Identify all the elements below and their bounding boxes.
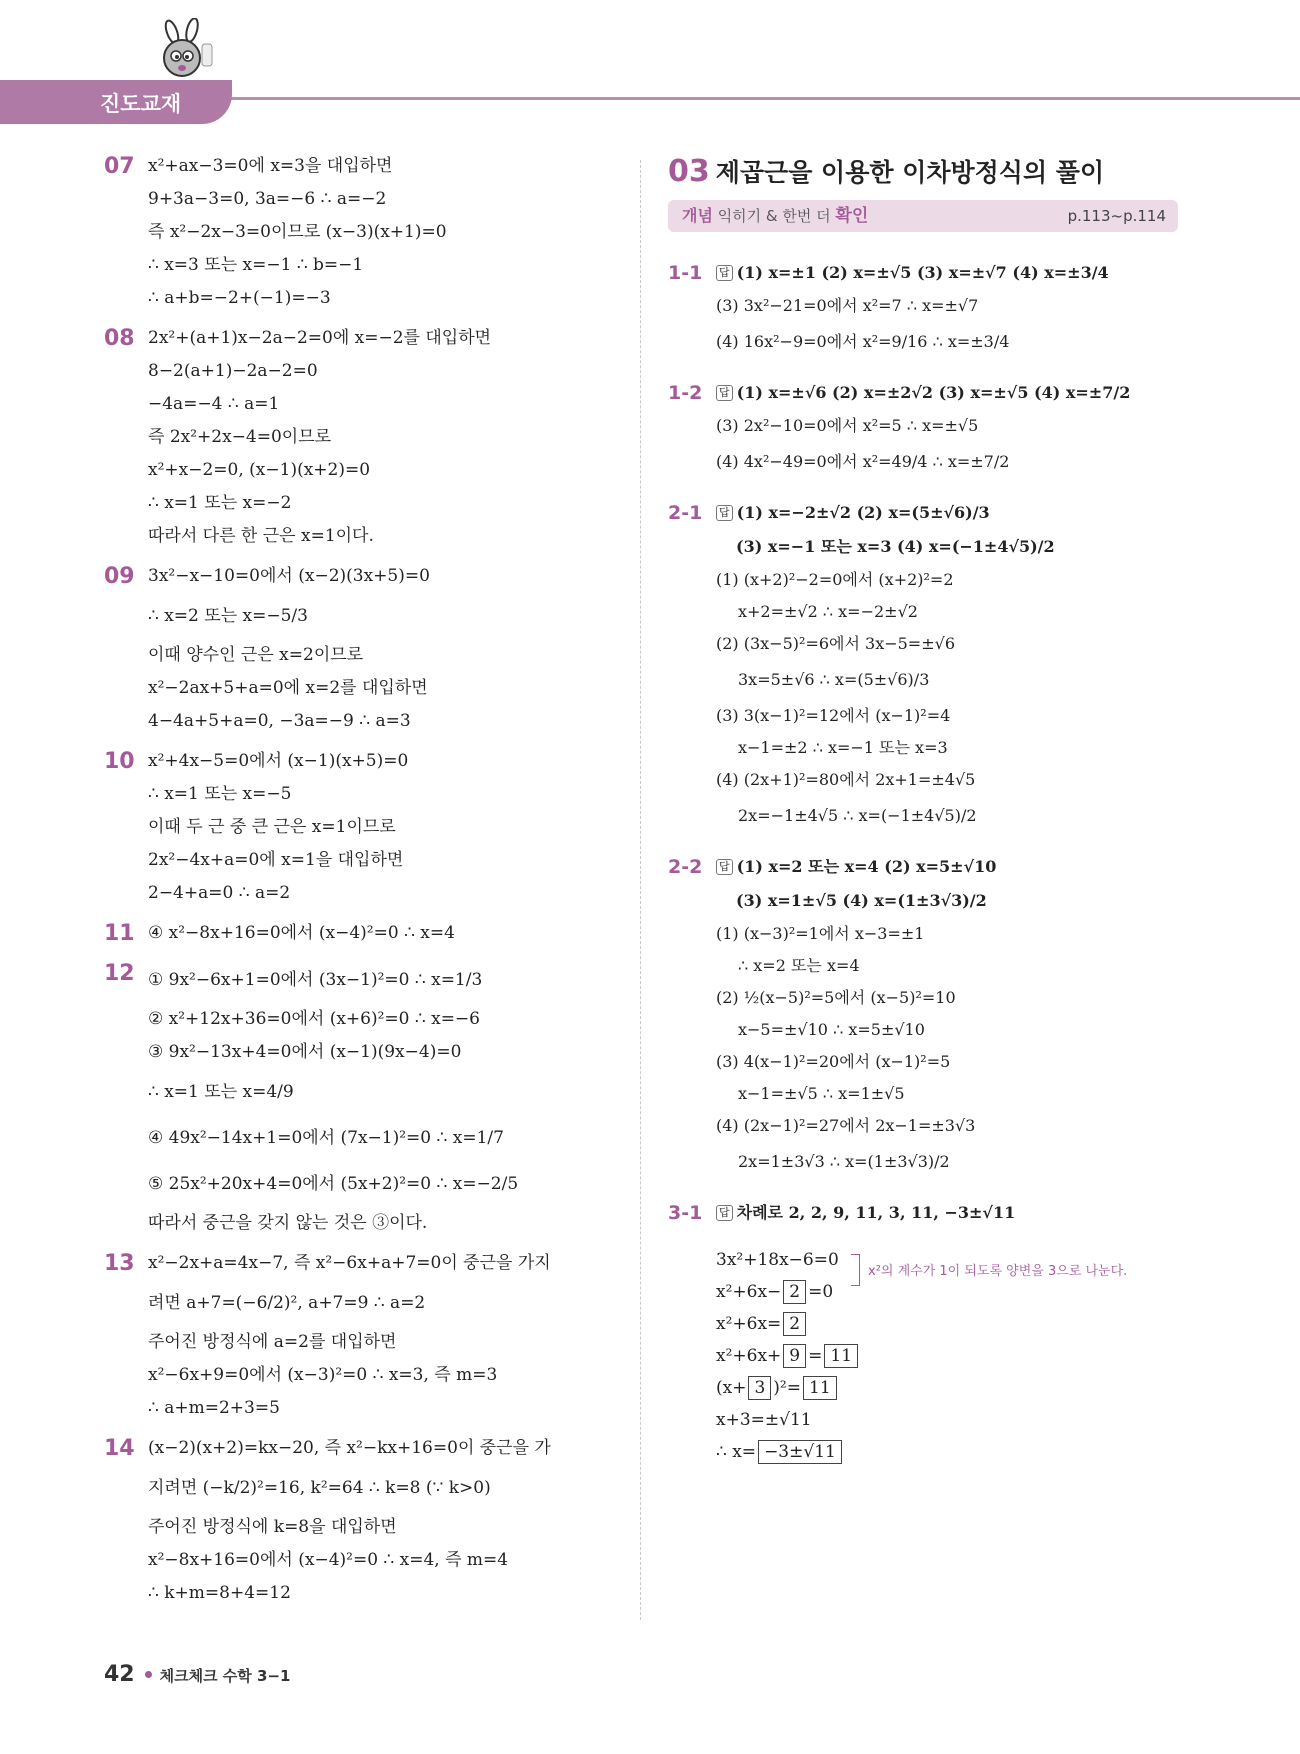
cs-line — [716, 1340, 1188, 1372]
problem-solution — [148, 1247, 620, 1425]
concept-sub-label: 익히기 & 한번 더 — [712, 207, 836, 225]
problem-09 — [104, 560, 634, 738]
problem-number: 12 — [104, 961, 135, 986]
problem-number: 09 — [104, 564, 135, 589]
solution-line: 즉 2x²+2x−4=0이므로 — [148, 427, 332, 447]
answer-text: (1) x=2 또는 x=4 (2) x=5±√10 — [736, 857, 997, 876]
exercise-body — [716, 496, 1184, 836]
concept-bar — [668, 200, 1178, 232]
answer-text: (1) x=−2±√2 (2) x=(5±√6)/3 — [736, 503, 990, 522]
explanation-line: (3) 3(x−1)²=12에서 (x−1)²=4 — [716, 706, 951, 725]
solution-line: ④ 49x²−14x+1=0에서 (7x−1)²=0 ∴ x=1/7 — [148, 1128, 504, 1148]
problem-14 — [104, 1432, 634, 1610]
cs-text: = — [808, 1346, 823, 1366]
answer-mark: 답 — [716, 505, 733, 521]
exercise-number: 1-2 — [668, 382, 703, 404]
explanation-line: x−1=±√5 ∴ x=1±√5 — [738, 1084, 905, 1103]
completing-square-work — [716, 1244, 1188, 1468]
answer-text: 차례로 2, 2, 9, 11, 3, 11, −3±√11 — [736, 1203, 1016, 1222]
exercise-number: 2-2 — [668, 856, 703, 878]
explanation-line: 3x=5±√6 ∴ x=(5±√6)/3 — [738, 670, 930, 689]
answer-line — [716, 1196, 1184, 1230]
cs-box: 11 — [824, 1344, 858, 1368]
problem-number: 13 — [104, 1251, 135, 1276]
cs-line — [716, 1372, 1188, 1404]
problem-solution — [148, 745, 620, 910]
cs-text: x²+6x− — [716, 1282, 782, 1302]
solution-line: x²−8x+16=0에서 (x−4)²=0 ∴ x=4, 즉 m=4 — [148, 1550, 509, 1570]
explanation-line: x−5=±√10 ∴ x=5±√10 — [738, 1020, 925, 1039]
answer-line — [716, 256, 1184, 290]
solution-line: ∴ x=3 또는 x=−1 ∴ b=−1 — [148, 255, 364, 275]
solution-line: 2x²+(a+1)x−2a−2=0에 x=−2를 대입하면 — [148, 328, 492, 348]
solution-line: ① 9x²−6x+1=0에서 (3x−1)²=0 ∴ x=1/3 — [148, 970, 483, 990]
exercise-number: 3-1 — [668, 1202, 703, 1224]
cs-text: x²+6x= — [716, 1314, 782, 1334]
page-number: 42 — [104, 1662, 135, 1687]
solution-line: x²−6x+9=0에서 (x−3)²=0 ∴ x=3, 즉 m=3 — [148, 1365, 498, 1385]
answer-line — [716, 496, 1184, 530]
cs-line — [716, 1308, 1188, 1340]
explanation-line: (4) 4x²−49=0에서 x²=49/4 ∴ x=±7/2 — [716, 452, 1010, 471]
solution-line: 이때 두 근 중 큰 근은 x=1이므로 — [148, 817, 396, 837]
solution-line: ∴ x=1 또는 x=4/9 — [148, 1082, 294, 1102]
answer-line — [716, 884, 1184, 918]
explanation-line: x−1=±2 ∴ x=−1 또는 x=3 — [738, 738, 948, 757]
mascot-icon — [150, 18, 220, 88]
left-column — [104, 150, 634, 1617]
explanation-line: (4) (2x−1)²=27에서 2x−1=±3√3 — [716, 1116, 976, 1135]
solution-line: ∴ a+b=−2+(−1)=−3 — [148, 288, 331, 308]
solution-line: 따라서 중근을 갖지 않는 것은 ③이다. — [148, 1213, 428, 1233]
solution-line: x²+x−2=0, (x−1)(x+2)=0 — [148, 460, 371, 480]
exercise-body — [716, 850, 1184, 1182]
solution-line: 려면 a+7=(−6/2)², a+7=9 ∴ a=2 — [148, 1293, 426, 1313]
cs-text: )²= — [773, 1378, 801, 1398]
cs-box: 2 — [783, 1280, 806, 1304]
footer-dot-icon — [145, 1671, 152, 1678]
solution-line: ∴ x=1 또는 x=−2 — [148, 493, 292, 513]
cs-line-1: 3x²+18x−6=0 — [716, 1250, 839, 1270]
section-title-text: 제곱근을 이용한 이차방정식의 풀이 — [715, 158, 1105, 187]
exercise-2-2 — [668, 850, 1188, 1182]
explanation-line: (2) ½(x−5)²=5에서 (x−5)²=10 — [716, 988, 956, 1007]
answer-text: (3) x=−1 또는 x=3 (4) x=(−1±4√5)/2 — [736, 537, 1055, 556]
solution-line: ⑤ 25x²+20x+4=0에서 (5x+2)²=0 ∴ x=−2/5 — [148, 1174, 519, 1194]
cs-box: 3 — [748, 1376, 771, 1400]
problem-number: 07 — [104, 154, 135, 179]
right-problems — [668, 256, 1188, 1230]
solution-line: x²+ax−3=0에 x=3을 대입하면 — [148, 156, 393, 176]
explanation-line: ∴ x=2 또는 x=4 — [738, 956, 860, 975]
solution-line: x²−2x+a=4x−7, 즉 x²−6x+a+7=0이 중근을 가지 — [148, 1253, 551, 1273]
answer-line — [716, 850, 1184, 884]
exercise-number: 2-1 — [668, 502, 703, 524]
explanation-line: (3) 3x²−21=0에서 x²=7 ∴ x=±√7 — [716, 296, 979, 315]
explanation-line: (2) (3x−5)²=6에서 3x−5=±√6 — [716, 634, 955, 653]
solution-line: 즉 x²−2x−3=0이므로 (x−3)(x+1)=0 — [148, 222, 447, 242]
explanation-line: 2x=−1±4√5 ∴ x=(−1±4√5)/2 — [738, 806, 977, 825]
footer — [104, 1662, 290, 1687]
solution-line: ∴ k+m=8+4=12 — [148, 1583, 291, 1603]
exercise-2-1 — [668, 496, 1188, 836]
explanation-line: 2x=1±3√3 ∴ x=(1±3√3)/2 — [738, 1152, 950, 1171]
cs-box: 9 — [783, 1344, 806, 1368]
exercise-body — [716, 1196, 1184, 1230]
solution-line: 지려면 (−k/2)²=16, k²=64 ∴ k=8 (∵ k>0) — [148, 1478, 491, 1498]
explanation-line: (3) 4(x−1)²=20에서 (x−1)²=5 — [716, 1052, 951, 1071]
problem-10 — [104, 745, 634, 910]
problem-12 — [104, 957, 634, 1240]
answer-text: (3) x=1±√5 (4) x=(1±3√3)/2 — [736, 891, 987, 910]
problem-07 — [104, 150, 634, 315]
exercise-1-1 — [668, 256, 1188, 362]
answer-line — [716, 530, 1184, 564]
solution-line: 2x²−4x+a=0에 x=1을 대입하면 — [148, 850, 404, 870]
solution-line: (x−2)(x+2)=kx−20, 즉 x²−kx+16=0이 중근을 가 — [148, 1438, 551, 1458]
header-tab-label: 진도교재 — [100, 92, 182, 116]
exercise-1-2 — [668, 376, 1188, 482]
problem-number: 14 — [104, 1436, 135, 1461]
book-title: 체크체크 수학 3−1 — [159, 1667, 291, 1685]
cs-line — [716, 1404, 1188, 1436]
answer-mark: 답 — [716, 859, 733, 875]
explanation-line: (1) (x+2)²−2=0에서 (x+2)²=2 — [716, 570, 954, 589]
section-title — [668, 150, 1188, 200]
explanation-line: (4) (2x+1)²=80에서 2x+1=±4√5 — [716, 770, 976, 789]
solution-line: 주어진 방정식에 k=8을 대입하면 — [148, 1517, 397, 1537]
explanation-line: (3) 2x²−10=0에서 x²=5 ∴ x=±√5 — [716, 416, 979, 435]
problem-08 — [104, 322, 634, 553]
solution-line: 3x²−x−10=0에서 (x−2)(3x+5)=0 — [148, 566, 430, 586]
solution-line: ∴ x=2 또는 x=−5/3 — [148, 606, 308, 626]
cs-box: 11 — [803, 1376, 837, 1400]
confirm-label: 확인 — [835, 206, 869, 226]
explanation-line: x+2=±√2 ∴ x=−2±√2 — [738, 602, 918, 621]
problem-solution — [148, 957, 620, 1240]
cs-line — [716, 1436, 1188, 1468]
solution-line: x²+4x−5=0에서 (x−1)(x+5)=0 — [148, 751, 409, 771]
page-range: p.113~p.114 — [1067, 207, 1166, 225]
solution-line: −4a=−4 ∴ a=1 — [148, 394, 280, 414]
cs-box: −3±√11 — [758, 1440, 842, 1464]
exercise-body — [716, 376, 1184, 482]
cs-box: 2 — [783, 1312, 806, 1336]
problem-solution — [148, 322, 620, 553]
note-bracket — [851, 1254, 860, 1286]
solution-line: 4−4a+5+a=0, −3a=−9 ∴ a=3 — [148, 711, 411, 731]
solution-line: 이때 양수인 근은 x=2이므로 — [148, 645, 364, 665]
solution-line: ∴ a+m=2+3=5 — [148, 1398, 280, 1418]
exercise-body — [716, 256, 1184, 362]
solution-line: 2−4+a=0 ∴ a=2 — [148, 883, 291, 903]
problem-number: 11 — [104, 921, 135, 946]
exercise-3-1 — [668, 1196, 1188, 1230]
answer-line — [716, 376, 1184, 410]
problem-solution — [148, 560, 620, 738]
solution-line: ② x²+12x+36=0에서 (x+6)²=0 ∴ x=−6 — [148, 1009, 480, 1029]
explanation-line: (1) (x−3)²=1에서 x−3=±1 — [716, 924, 925, 943]
cs-text: x²+6x+ — [716, 1346, 782, 1366]
cs-line-6: x+3=±√11 — [716, 1410, 812, 1430]
solution-line: ∴ x=1 또는 x=−5 — [148, 784, 292, 804]
cs-text: ∴ x= — [716, 1442, 757, 1462]
answer-mark: 답 — [716, 385, 733, 401]
explanation-line: (4) 16x²−9=0에서 x²=9/16 ∴ x=±3/4 — [716, 332, 1010, 351]
problem-solution — [148, 1432, 620, 1610]
solution-line: 따라서 다른 한 근은 x=1이다. — [148, 526, 374, 546]
cs-line — [716, 1276, 1188, 1308]
solution-line: x²−2ax+5+a=0에 x=2를 대입하면 — [148, 678, 428, 698]
answer-text: (1) x=±1 (2) x=±√5 (3) x=±√7 (4) x=±3/4 — [736, 263, 1109, 282]
column-divider — [640, 160, 641, 1620]
section-number: 03 — [668, 154, 710, 189]
cs-text: (x+ — [716, 1378, 747, 1398]
solution-line: 9+3a−3=0, 3a=−6 ∴ a=−2 — [148, 189, 387, 209]
exercise-number: 1-1 — [668, 262, 703, 284]
answer-mark: 답 — [716, 265, 733, 281]
problem-11 — [104, 917, 634, 950]
concept-label: 개념 — [682, 206, 713, 225]
answer-text: (1) x=±√6 (2) x=±2√2 (3) x=±√5 (4) x=±7/2 — [736, 383, 1131, 402]
solution-line: 8−2(a+1)−2a−2=0 — [148, 361, 318, 381]
completing-note: x²의 계수가 1이 되도록 양변을 3으로 나눈다. — [868, 1264, 1128, 1279]
solution-line: 주어진 방정식에 a=2를 대입하면 — [148, 1332, 397, 1352]
problem-number: 08 — [104, 326, 135, 351]
problem-number: 10 — [104, 749, 135, 774]
cs-text: =0 — [808, 1282, 834, 1302]
solution-line: ④ x²−8x+16=0에서 (x−4)²=0 ∴ x=4 — [148, 923, 455, 943]
right-column — [668, 150, 1188, 1468]
problem-solution — [148, 917, 620, 950]
solution-line: ③ 9x²−13x+4=0에서 (x−1)(9x−4)=0 — [148, 1042, 462, 1062]
answer-mark: 답 — [716, 1205, 733, 1221]
problem-13 — [104, 1247, 634, 1425]
problem-solution — [148, 150, 620, 315]
